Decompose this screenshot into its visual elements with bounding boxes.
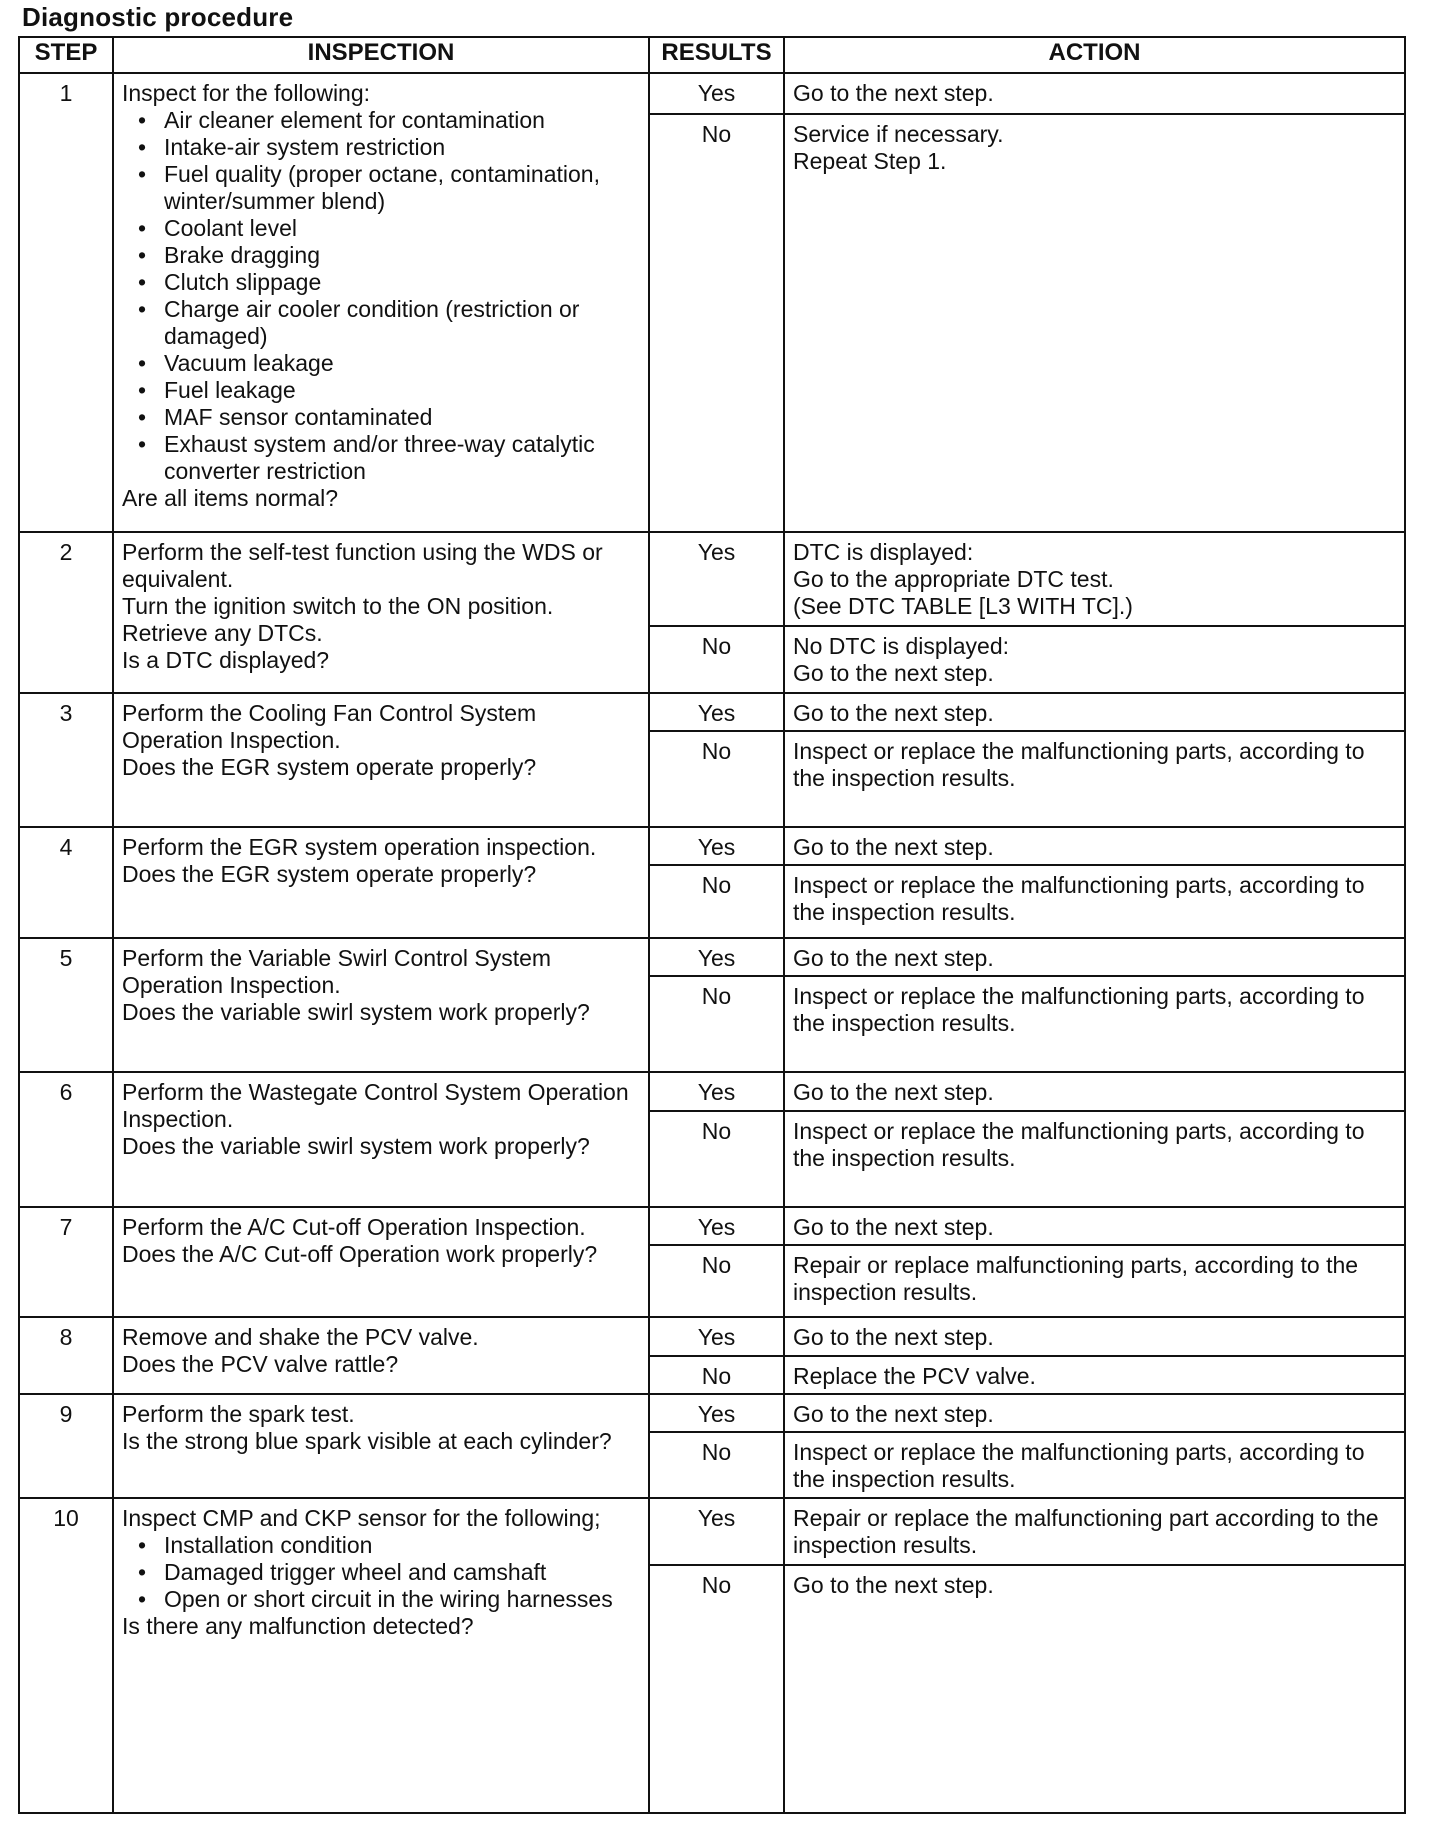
action-line: Repeat Step 1. bbox=[793, 147, 947, 174]
inspection-line: Does the EGR system operate properly? bbox=[122, 861, 537, 888]
inspection-line: Perform the spark test. bbox=[122, 1400, 355, 1427]
table-row bbox=[19, 1394, 1405, 1432]
action-no bbox=[784, 114, 1405, 533]
page-title: Diagnostic procedure bbox=[22, 2, 294, 32]
step-number: 3 bbox=[19, 693, 113, 827]
action-line: No DTC is displayed: bbox=[793, 633, 1010, 660]
action-no bbox=[784, 731, 1405, 827]
result-yes: Yes bbox=[649, 1207, 784, 1245]
table-header-row bbox=[19, 37, 1405, 73]
result-yes: Yes bbox=[649, 693, 784, 731]
result-no: No bbox=[649, 1111, 784, 1207]
inspection-cell bbox=[113, 938, 649, 1072]
table-row bbox=[19, 1498, 1405, 1564]
action-line: Go to the next step. bbox=[793, 699, 994, 726]
result-yes: Yes bbox=[649, 1394, 784, 1432]
result-no: No bbox=[649, 865, 784, 937]
action-line: Go to the next step. bbox=[793, 944, 994, 971]
action-line: Repair or replace malfunctioning parts, according to the inspection results. bbox=[793, 1251, 1359, 1305]
action-line: Go to the next step. bbox=[793, 1213, 994, 1240]
inspection-cell bbox=[113, 532, 649, 692]
action-line: Replace the PCV valve. bbox=[793, 1362, 1036, 1389]
action-no bbox=[784, 1565, 1405, 1813]
result-no: No bbox=[649, 1432, 784, 1498]
header-inspection: INSPECTION bbox=[113, 37, 649, 73]
action-line: Service if necessary. bbox=[793, 120, 1004, 147]
inspection-cell bbox=[113, 73, 649, 532]
inspection-cell bbox=[113, 1498, 649, 1813]
action-line: Repair or replace the malfunctioning part according to the inspection results. bbox=[793, 1505, 1379, 1559]
action-yes bbox=[784, 1394, 1405, 1432]
inspection-intro: Inspect CMP and CKP sensor for the following; bbox=[122, 1505, 601, 1532]
action-no bbox=[784, 626, 1405, 692]
result-no: No bbox=[649, 1565, 784, 1813]
checklist-item: • Air cleaner element for contamination bbox=[132, 107, 642, 134]
action-no bbox=[784, 976, 1405, 1072]
checklist-item: • Brake dragging bbox=[132, 242, 642, 269]
inspection-line: Perform the Wastegate Control System Operation Inspection. bbox=[122, 1079, 629, 1133]
action-line: Inspect or replace the malfunctioning parts, according to the inspection results. bbox=[793, 872, 1365, 926]
action-no bbox=[784, 865, 1405, 937]
action-line: Go to the next step. bbox=[793, 1079, 994, 1106]
header-results: RESULTS bbox=[649, 37, 784, 73]
action-no bbox=[784, 1111, 1405, 1207]
result-yes: Yes bbox=[649, 532, 784, 626]
inspection-line: Is a DTC displayed? bbox=[122, 647, 330, 674]
step-number: 2 bbox=[19, 532, 113, 692]
inspection-cell bbox=[113, 827, 649, 938]
action-line: Go to the next step. bbox=[793, 1400, 994, 1427]
step-number: 9 bbox=[19, 1394, 113, 1498]
action-yes bbox=[784, 73, 1405, 114]
diagnostic-table bbox=[18, 36, 1406, 1814]
action-line: Go to the next step. bbox=[793, 1571, 994, 1598]
inspection-line: Does the variable swirl system work properly? bbox=[122, 1133, 590, 1160]
action-yes bbox=[784, 532, 1405, 626]
inspection-line: Perform the EGR system operation inspection. bbox=[122, 834, 597, 861]
inspection-line: Perform the self-test function using the WDS or equivalent. bbox=[122, 539, 603, 593]
result-no: No bbox=[649, 1356, 784, 1394]
action-yes bbox=[784, 1317, 1405, 1355]
inspection-line: Retrieve any DTCs. bbox=[122, 620, 323, 647]
step-number: 1 bbox=[19, 73, 113, 532]
action-yes bbox=[784, 693, 1405, 731]
table-row bbox=[19, 938, 1405, 976]
step-number: 8 bbox=[19, 1317, 113, 1394]
table-row bbox=[19, 73, 1405, 114]
inspection-line: Does the EGR system operate properly? bbox=[122, 753, 537, 780]
action-line: Go to the next step. bbox=[793, 660, 994, 687]
action-line: Inspect or replace the malfunctioning parts, according to the inspection results. bbox=[793, 1439, 1365, 1493]
action-line: (See DTC TABLE [L3 WITH TC].) bbox=[793, 593, 1133, 620]
checklist-item: • Open or short circuit in the wiring harnesses bbox=[132, 1586, 642, 1613]
checklist-item: • Fuel quality (proper octane, contamination, winter/summer blend) bbox=[132, 161, 642, 215]
inspection-cell bbox=[113, 693, 649, 827]
action-no bbox=[784, 1245, 1405, 1317]
checklist-item: • MAF sensor contaminated bbox=[132, 404, 642, 431]
inspection-line: Remove and shake the PCV valve. bbox=[122, 1324, 479, 1351]
table-row bbox=[19, 827, 1405, 865]
checklist-item: • Coolant level bbox=[132, 215, 642, 242]
action-line: Go to the next step. bbox=[793, 80, 994, 106]
result-no: No bbox=[649, 731, 784, 827]
action-line: DTC is displayed: bbox=[793, 539, 974, 566]
inspection-checklist bbox=[122, 107, 642, 485]
checklist-item: • Charge air cooler condition (restriction or damaged) bbox=[132, 296, 642, 350]
step-number: 6 bbox=[19, 1072, 113, 1206]
result-yes: Yes bbox=[649, 827, 784, 865]
inspection-intro: Inspect for the following: bbox=[122, 80, 371, 106]
checklist-item: • Vacuum leakage bbox=[132, 350, 642, 377]
result-yes: Yes bbox=[649, 1317, 784, 1355]
inspection-checklist bbox=[122, 1532, 642, 1613]
action-line: Go to the appropriate DTC test. bbox=[793, 566, 1114, 593]
step-number: 7 bbox=[19, 1207, 113, 1318]
action-no bbox=[784, 1432, 1405, 1498]
inspection-line: Perform the Variable Swirl Control System Operation Inspection. bbox=[122, 944, 552, 998]
action-yes bbox=[784, 1207, 1405, 1245]
checklist-item: • Exhaust system and/or three-way catalytic converter restriction bbox=[132, 431, 642, 485]
result-no: No bbox=[649, 626, 784, 692]
result-no: No bbox=[649, 976, 784, 1072]
header-action: ACTION bbox=[784, 37, 1405, 73]
result-yes: Yes bbox=[649, 1498, 784, 1564]
inspection-line: Is the strong blue spark visible at each cylinder? bbox=[122, 1427, 612, 1454]
action-no bbox=[784, 1356, 1405, 1394]
inspection-line: Does the PCV valve rattle? bbox=[122, 1351, 399, 1378]
result-no: No bbox=[649, 114, 784, 533]
checklist-item: • Damaged trigger wheel and camshaft bbox=[132, 1559, 642, 1586]
action-line: Inspect or replace the malfunctioning parts, according to the inspection results. bbox=[793, 983, 1365, 1037]
inspection-question: Are all items normal? bbox=[122, 485, 339, 511]
action-line: Inspect or replace the malfunctioning parts, according to the inspection results. bbox=[793, 737, 1365, 791]
action-yes bbox=[784, 938, 1405, 976]
checklist-item: • Installation condition bbox=[132, 1532, 642, 1559]
table-body bbox=[19, 73, 1405, 1813]
inspection-cell bbox=[113, 1394, 649, 1498]
action-line: Inspect or replace the malfunctioning parts, according to the inspection results. bbox=[793, 1117, 1365, 1171]
action-yes bbox=[784, 1072, 1405, 1110]
result-yes: Yes bbox=[649, 938, 784, 976]
inspection-cell bbox=[113, 1207, 649, 1318]
checklist-item: • Intake-air system restriction bbox=[132, 134, 642, 161]
result-no: No bbox=[649, 1245, 784, 1317]
table-row bbox=[19, 1072, 1405, 1110]
inspection-line: Turn the ignition switch to the ON position. bbox=[122, 593, 554, 620]
action-line: Go to the next step. bbox=[793, 834, 994, 861]
inspection-cell bbox=[113, 1072, 649, 1206]
step-number: 10 bbox=[19, 1498, 113, 1813]
step-number: 4 bbox=[19, 827, 113, 938]
action-yes bbox=[784, 1498, 1405, 1564]
table-row bbox=[19, 1317, 1405, 1355]
inspection-line: Does the variable swirl system work properly? bbox=[122, 998, 590, 1025]
checklist-item: • Fuel leakage bbox=[132, 377, 642, 404]
table-row bbox=[19, 1207, 1405, 1245]
result-yes: Yes bbox=[649, 1072, 784, 1110]
table-row bbox=[19, 532, 1405, 626]
header-step: STEP bbox=[19, 37, 113, 73]
inspection-cell bbox=[113, 1317, 649, 1394]
inspection-line: Perform the Cooling Fan Control System Operation Inspection. bbox=[122, 699, 537, 753]
action-line: Go to the next step. bbox=[793, 1324, 994, 1351]
inspection-line: Does the A/C Cut-off Operation work properly? bbox=[122, 1240, 598, 1267]
inspection-question: Is there any malfunction detected? bbox=[122, 1613, 474, 1640]
inspection-line: Perform the A/C Cut-off Operation Inspection. bbox=[122, 1213, 586, 1240]
checklist-item: • Clutch slippage bbox=[132, 269, 642, 296]
table-row bbox=[19, 693, 1405, 731]
result-yes: Yes bbox=[649, 73, 784, 114]
step-number: 5 bbox=[19, 938, 113, 1072]
action-yes bbox=[784, 827, 1405, 865]
